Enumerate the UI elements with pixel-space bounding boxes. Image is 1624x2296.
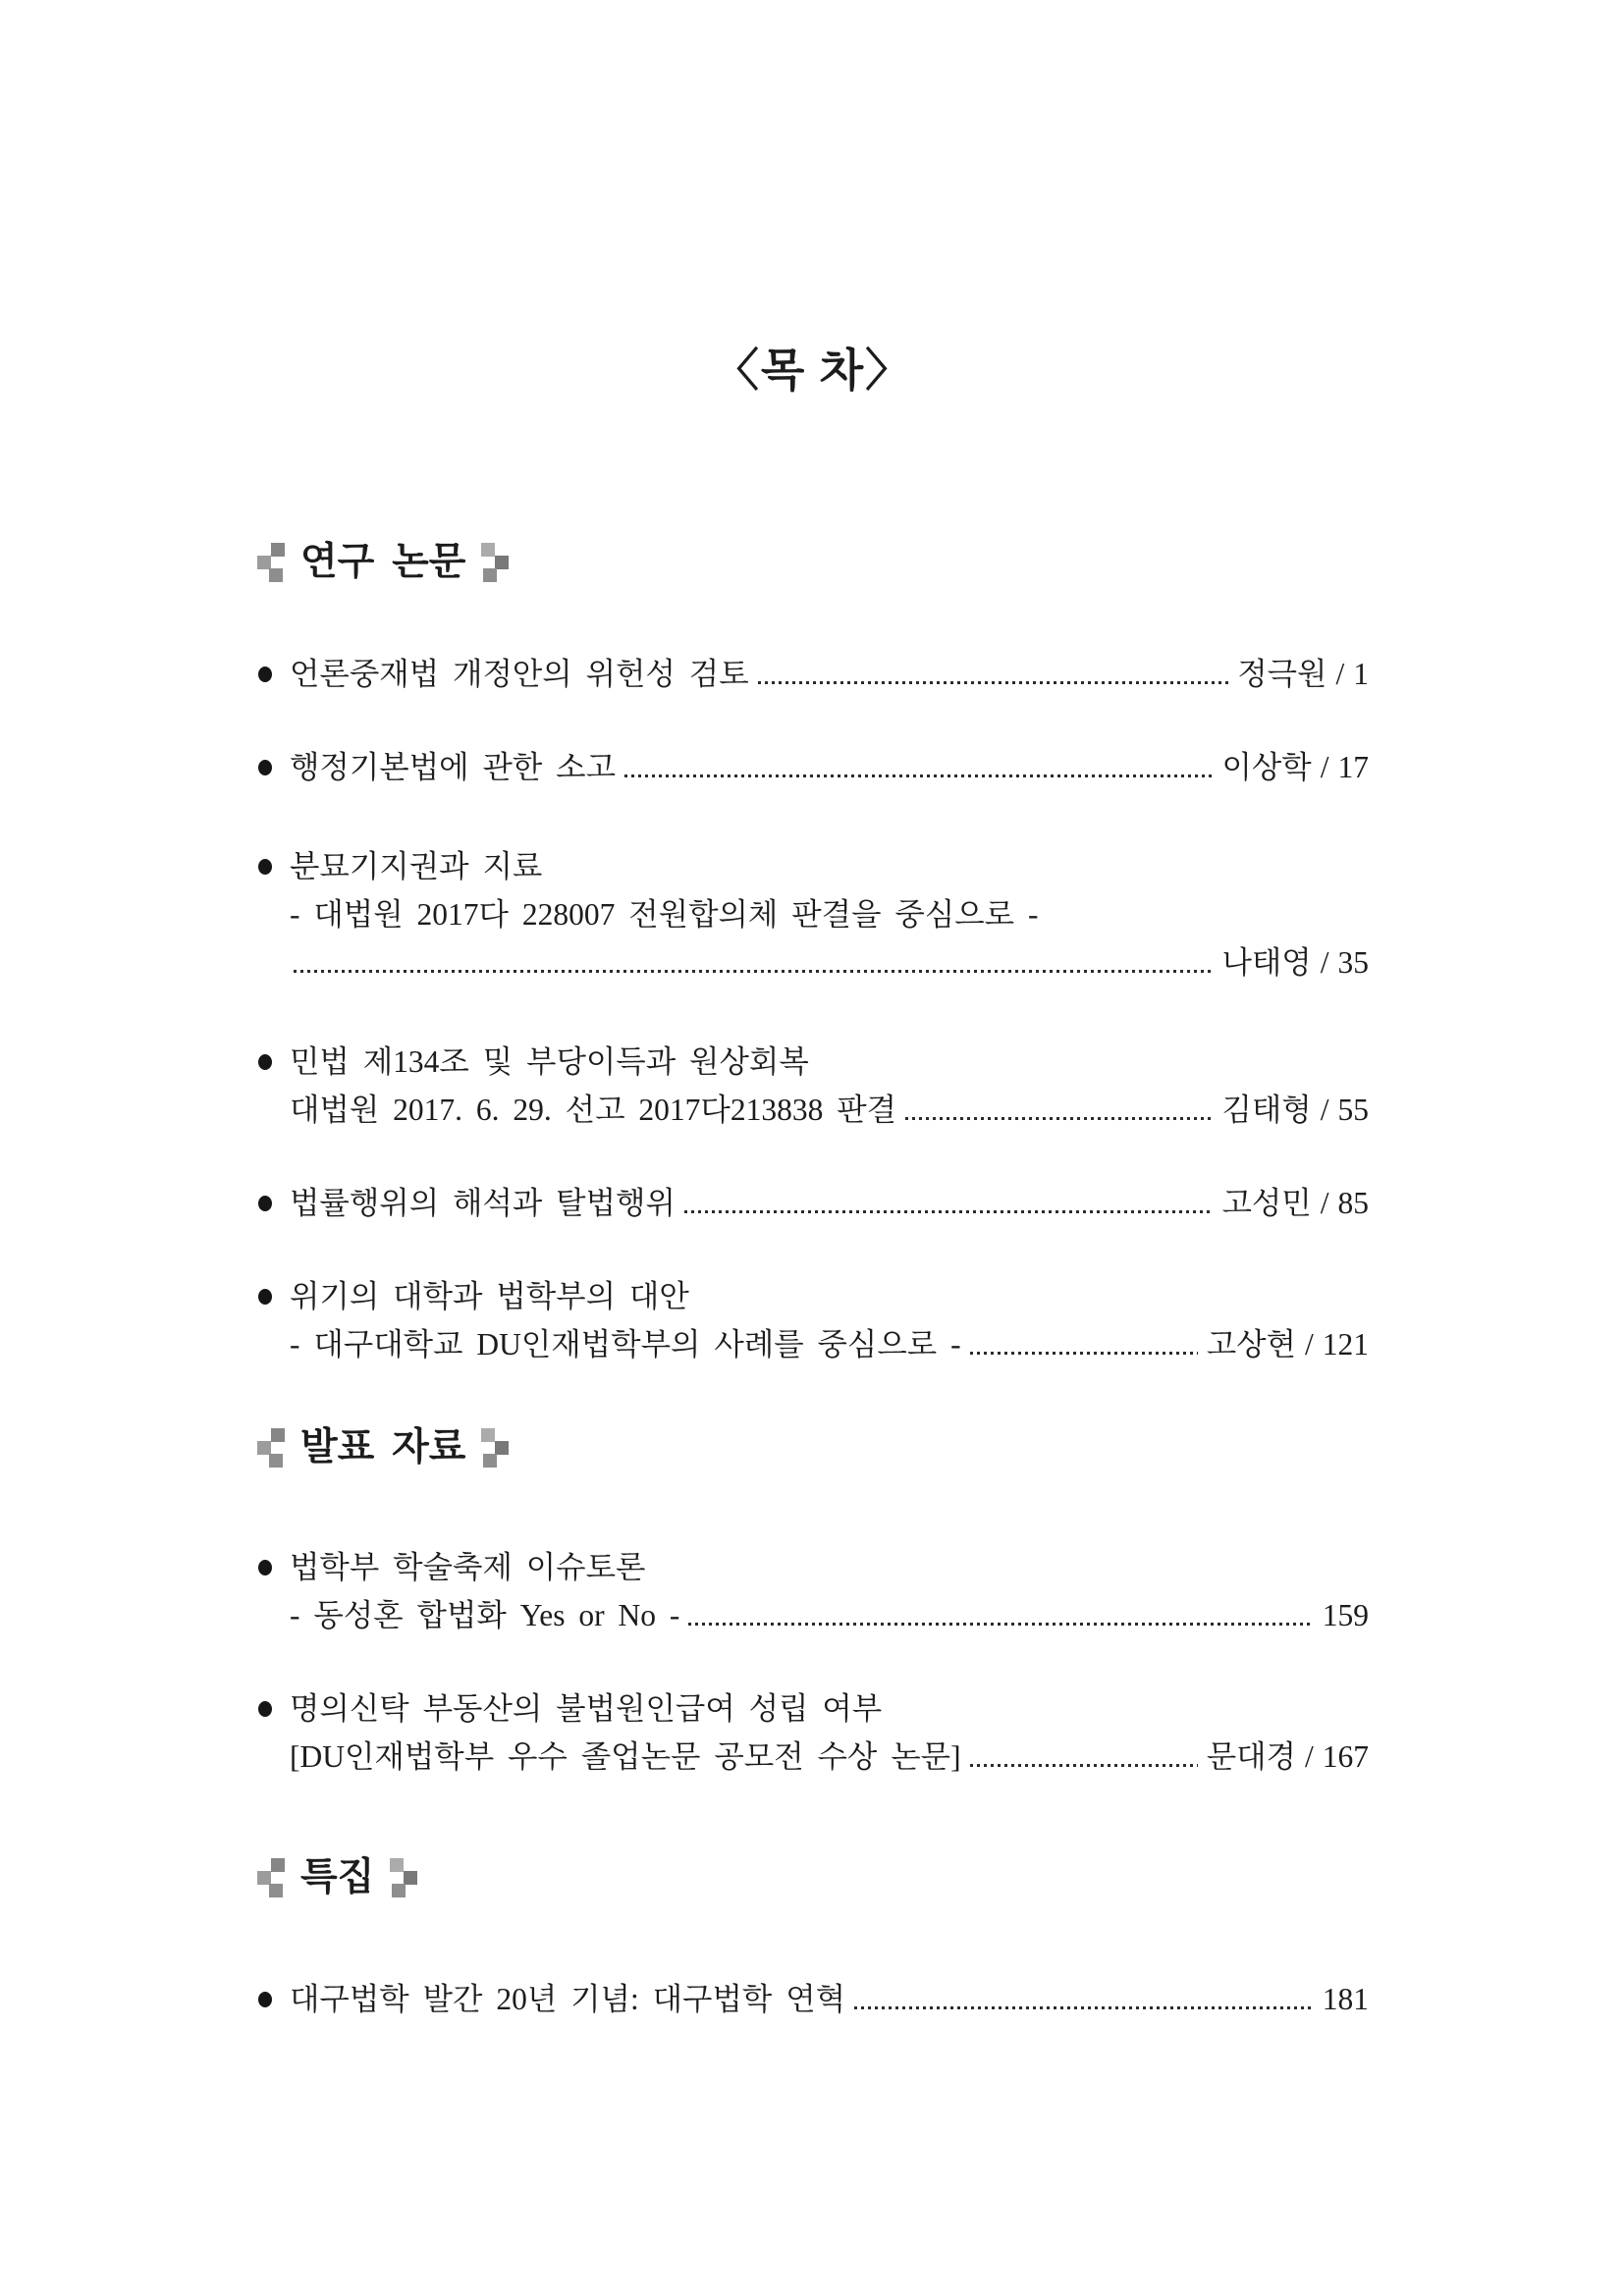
entry-page-number: 1 (1353, 657, 1369, 691)
ref-separator: / (1320, 1093, 1329, 1127)
entry-title-line (290, 1684, 1369, 1733)
entry-page-number: 121 (1322, 1327, 1369, 1362)
entry-author: 고성민 (1221, 1186, 1312, 1220)
entry-page-number: 181 (1322, 1982, 1369, 2016)
entry-page-number: 35 (1337, 945, 1369, 980)
bullet-icon (258, 1560, 272, 1575)
entry-author: 정극원 (1237, 657, 1327, 691)
entry-title-line (290, 650, 1369, 698)
entry-author: 이상학 (1221, 750, 1312, 784)
bullet-icon (258, 1196, 272, 1211)
dotted-leader (758, 681, 1229, 684)
entry-ref (1221, 743, 1369, 791)
entry-author: 문대경 (1206, 1739, 1296, 1774)
entry-ref (1237, 650, 1369, 698)
entry-title-line (290, 1543, 1369, 1591)
ref-separator: / (1335, 657, 1345, 691)
entry-title-line (290, 743, 1369, 791)
page-title: 〈목 차〉 (713, 346, 913, 396)
entry-subtitle-line (290, 1591, 1369, 1639)
dotted-leader (294, 970, 1213, 973)
entry-subtitle-line (290, 890, 1369, 938)
section-label: 연구 논문 (300, 541, 466, 583)
section-ornament-left-icon (257, 1857, 285, 1898)
entry-subtitle-line (290, 1086, 1369, 1134)
entry-ref (1221, 1086, 1369, 1134)
toc-entry (257, 1543, 1369, 1639)
entry-subtitle: [DU인재법학부 우수 졸업논문 공모전 수상 논문] (290, 1739, 961, 1774)
entry-title: 법학부 학술축제 이슈토론 (290, 1550, 646, 1584)
entry-ref (1207, 1733, 1369, 1781)
bullet-icon (258, 667, 272, 682)
entry-title: 민법 제134조 및 부당이득과 원상회복 (290, 1044, 809, 1079)
bullet-icon (258, 1054, 272, 1070)
section-ornament-left-icon (257, 1427, 285, 1468)
entry-page-number: 55 (1337, 1093, 1369, 1127)
entry-page-number: 167 (1322, 1739, 1369, 1774)
entry-ref (1207, 1320, 1369, 1368)
entry-title: 행정기본법에 관한 소고 (290, 750, 617, 784)
entry-author: 고상현 (1206, 1327, 1296, 1362)
entry-ref (1323, 1591, 1369, 1639)
section-header-special (257, 1853, 1369, 1902)
bullet-icon (258, 1289, 272, 1305)
entry-ref (1323, 1975, 1369, 2023)
dotted-leader (970, 1764, 1198, 1767)
entry-title-line (290, 1179, 1369, 1227)
entry-ref (1221, 1179, 1369, 1227)
entry-ref-line (290, 938, 1369, 987)
entry-ref (1221, 938, 1369, 987)
dotted-leader (905, 1117, 1213, 1120)
dotted-leader (684, 1210, 1214, 1213)
section-label: 특집 (300, 1856, 375, 1898)
entry-author: 나태영 (1221, 945, 1312, 980)
entry-subtitle-line (290, 1733, 1369, 1781)
entry-title-line (290, 1272, 1369, 1320)
entry-title: 법률행위의 해석과 탈법행위 (290, 1186, 676, 1220)
entry-title-line (290, 842, 1369, 890)
bullet-icon (258, 760, 272, 775)
ref-separator: / (1304, 1327, 1314, 1362)
entry-subtitle: - 동성혼 합법화 Yes or No - (290, 1598, 680, 1632)
entry-author: 김태형 (1221, 1093, 1312, 1127)
entry-title: 위기의 대학과 법학부의 대안 (290, 1279, 689, 1313)
toc-entry (257, 1272, 1369, 1368)
ref-separator: / (1320, 750, 1329, 784)
toc-entry (257, 650, 1369, 698)
toc-entry (257, 743, 1369, 791)
entry-page-number: 159 (1322, 1598, 1369, 1632)
bullet-icon (258, 1992, 272, 2007)
dotted-leader (624, 774, 1213, 777)
entry-title: 분묘기지권과 지료 (290, 849, 543, 883)
entry-title: 언론중재법 개정안의 위헌성 검토 (290, 657, 749, 691)
entry-subtitle: 대법원 2017. 6. 29. 선고 2017다213838 판결 (290, 1093, 897, 1127)
entry-title: 대구법학 발간 20년 기념: 대구법학 연혁 (290, 1982, 846, 2016)
toc-entry (257, 842, 1369, 987)
dotted-leader (970, 1352, 1198, 1355)
section-ornament-right-icon (481, 542, 509, 583)
ref-separator: / (1304, 1739, 1314, 1774)
entry-page-number: 85 (1337, 1186, 1369, 1220)
section-ornament-left-icon (257, 542, 285, 583)
toc-entry (257, 1684, 1369, 1781)
ref-separator: / (1320, 1186, 1329, 1220)
entry-title-line (290, 1038, 1369, 1086)
section-header-presentations (257, 1423, 1369, 1472)
section-label: 발표 자료 (300, 1426, 466, 1468)
entry-title-line (290, 1975, 1369, 2023)
entry-title: 명의신탁 부동산의 불법원인급여 성립 여부 (290, 1691, 883, 1726)
ref-separator: / (1320, 945, 1329, 980)
entry-page-number: 17 (1337, 750, 1369, 784)
section-ornament-right-icon (481, 1427, 509, 1468)
entry-subtitle: - 대구대학교 DU인재법학부의 사례를 중심으로 - (290, 1327, 961, 1362)
entry-subtitle-line (290, 1320, 1369, 1368)
section-header-research-papers (257, 538, 1369, 587)
toc-entry (257, 1975, 1369, 2023)
bullet-icon (258, 1701, 272, 1717)
bullet-icon (258, 859, 272, 875)
entry-subtitle: - 대법원 2017다 228007 전원합의체 판결을 중심으로 - (290, 897, 1039, 932)
dotted-leader (854, 2006, 1314, 2009)
section-ornament-right-icon (390, 1857, 417, 1898)
dotted-leader (688, 1623, 1313, 1626)
toc-entry (257, 1179, 1369, 1227)
toc-entry (257, 1038, 1369, 1134)
